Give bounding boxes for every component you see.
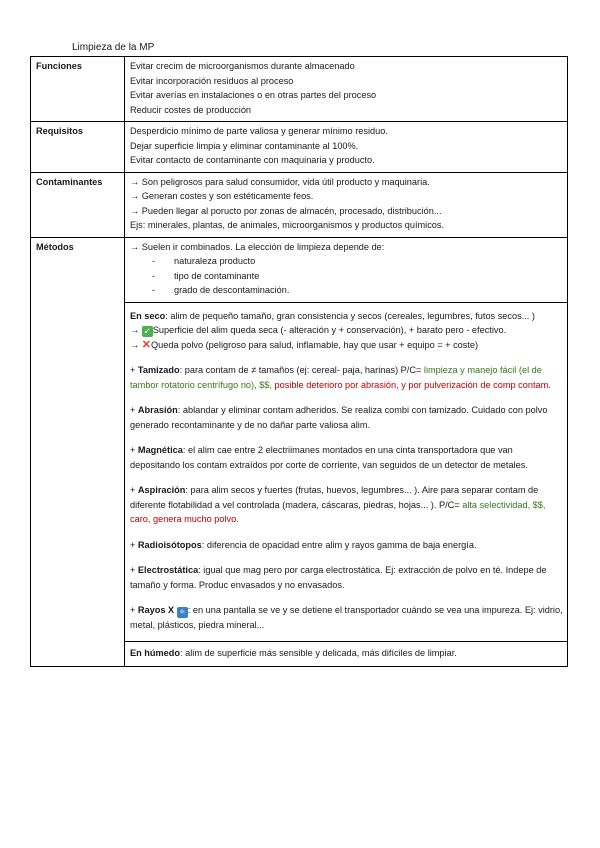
- factor-item: - grado de descontaminación.: [152, 283, 563, 298]
- row-metodos: [31, 237, 568, 302]
- aspiracion-title: Aspiración: [137, 485, 186, 495]
- plus-prefix: +: [130, 605, 138, 615]
- factor-list: [130, 254, 563, 298]
- seco-pro: Superficie del alim queda seca (- alteración y + conservación), + barato pero - efectivo.: [152, 325, 507, 335]
- label-funciones: Funciones: [31, 57, 125, 122]
- cell-metodos-intro: [125, 237, 568, 302]
- cell-requisitos: [125, 122, 568, 173]
- metodos-intro: → Suelen ir combinados. La elección de limpieza depende de:: [130, 241, 385, 252]
- rayosx-text: : en una pantalla se ve y se detiene el transportador cuándo se vea una impureza. Ej: vidrio, metal, plásticos, piedra mineral...: [130, 605, 563, 630]
- plus-prefix: +: [130, 485, 138, 495]
- plus-prefix: +: [130, 539, 138, 550]
- electrostatica-title: Electrostática: [137, 565, 199, 575]
- arrow: →: [130, 339, 142, 350]
- label-requisitos: Requisitos: [31, 122, 125, 173]
- cross-icon: ✕: [141, 338, 151, 351]
- plus-prefix: +: [130, 365, 138, 375]
- electrostatica-paragraph: [130, 563, 563, 592]
- seco-con: Queda polvo (peligroso para salud, inflamable, hay que usar + equipo = + coste): [150, 339, 479, 350]
- magnetica-text: : el alim cae entre 2 electriimanes montados en una cinta transportadora que van depositando los contam extraídos por corte de corriente, van seguidos de un detector de metales.: [130, 445, 528, 470]
- seco-paragraph: [130, 309, 563, 353]
- requisitos-line: Dejar superficie limpia y eliminar contaminante al 100%.: [130, 140, 359, 151]
- contaminantes-line: Ejs: minerales, plantas, de animales, microorganismos y productos químicos.: [130, 220, 445, 230]
- contaminantes-line: → Generan costes y son estéticamente feos.: [130, 191, 314, 201]
- funciones-line: Evitar crecim de microorganismos durante almacenado: [130, 61, 355, 71]
- electrostatica-text: : igual que mag pero por carga electrostática. Ej: extracción de polvo en té. Indepe de tamaño y forma. Produc envasados y no envasados.: [130, 565, 547, 590]
- rayosx-title: Rayos X: [137, 605, 175, 615]
- tamizado-cons: posible deterioro por abrasión, y por pulverización de comp contam.: [271, 379, 551, 390]
- cell-seco: [125, 302, 568, 641]
- funciones-line: Reducir costes de producción: [130, 104, 252, 115]
- check-icon: ✓: [143, 326, 152, 336]
- cell-humedo: [125, 641, 568, 667]
- seco-title: En seco: [130, 310, 166, 321]
- factor-item: - naturaleza producto: [152, 254, 563, 269]
- cell-funciones: [125, 57, 568, 122]
- tamizado-text: : para contam de ≠ tamaños (ej: cereal- paja, harinas) P/C=: [179, 365, 424, 375]
- magnetica-title: Magnética: [137, 445, 183, 455]
- summary-table: [30, 56, 568, 667]
- plus-prefix: +: [130, 405, 138, 415]
- plus-prefix: +: [130, 565, 138, 575]
- tamizado-title: Tamizado: [137, 365, 180, 375]
- tamizado-pros: limpieza y manejo fácil (el de tambor rotatorio centrífugo no), $$,: [130, 365, 542, 390]
- radioisotopos-paragraph: [130, 538, 563, 553]
- row-funciones: [31, 57, 568, 122]
- magnetica-paragraph: [130, 443, 563, 472]
- humedo-text: : alim de superficie más sensible y delicada, más difíciles de limpiar.: [180, 647, 457, 658]
- contaminantes-line: → Pueden llegar al poructo por zonas de almacén, procesado, distribución...: [130, 205, 442, 216]
- contaminantes-line: → Son peligrosos para salud consumidor, vida útil producto y maquinaria.: [130, 176, 430, 187]
- seco-desc: : alim de pequeño tamaño, gran consistencia y secos (cereales, legumbres, futos secos... ): [165, 310, 535, 321]
- row-contaminantes: [31, 172, 568, 237]
- rayosx-paragraph: [130, 603, 563, 633]
- plus-prefix: +: [130, 445, 138, 455]
- requisitos-line: Evitar contacto de contaminante con maquinaria y producto.: [130, 155, 375, 165]
- page-title: Limpieza de la MP: [72, 42, 155, 53]
- aspiracion-cons: caro, genera mucho polvo.: [130, 514, 239, 524]
- requisitos-line: Desperdicio mínimo de parte valiosa y generar mínimo residuo.: [130, 126, 388, 136]
- radioisotopos-text: : diferencia de opacidad entre alim y rayos gamma de baja energía.: [201, 539, 477, 550]
- label-contaminantes: Contaminantes: [31, 172, 125, 237]
- cell-contaminantes: [125, 172, 568, 237]
- factor-item: - tipo de contaminante: [152, 269, 563, 284]
- arrow: →: [130, 325, 142, 335]
- radioisotopos-title: Radioisótopos: [137, 539, 202, 550]
- funciones-line: Evitar averías en instalaciones o en otras partes del proceso: [130, 90, 377, 100]
- aspiracion-paragraph: [130, 483, 563, 527]
- row-requisitos: [31, 122, 568, 173]
- xray-icon: ⚛: [177, 607, 188, 618]
- label-metodos: Métodos: [31, 237, 125, 667]
- abrasion-text: : ablandar y eliminar contam adheridos. Se realiza combi con tamizado. Cuidado con polvo generado recontaminante y de no dañar parte valiosa alim.: [130, 405, 548, 430]
- humedo-title: En húmedo: [130, 647, 181, 658]
- funciones-line: Evitar incorporación residuos al proceso: [130, 75, 294, 86]
- aspiracion-text: : para alim secos y fuertes (frutas, huevos, legumbres... ). Aire para separar contam de diferente flotabilidad a vel controlada (madera, cáscaras, piedras, hojas... ). P/C=: [130, 485, 539, 510]
- tamizado-paragraph: [130, 363, 563, 392]
- aspiracion-pros: alta selectividad, $$,: [462, 499, 546, 510]
- abrasion-paragraph: [130, 403, 563, 432]
- abrasion-title: Abrasión: [137, 405, 178, 415]
